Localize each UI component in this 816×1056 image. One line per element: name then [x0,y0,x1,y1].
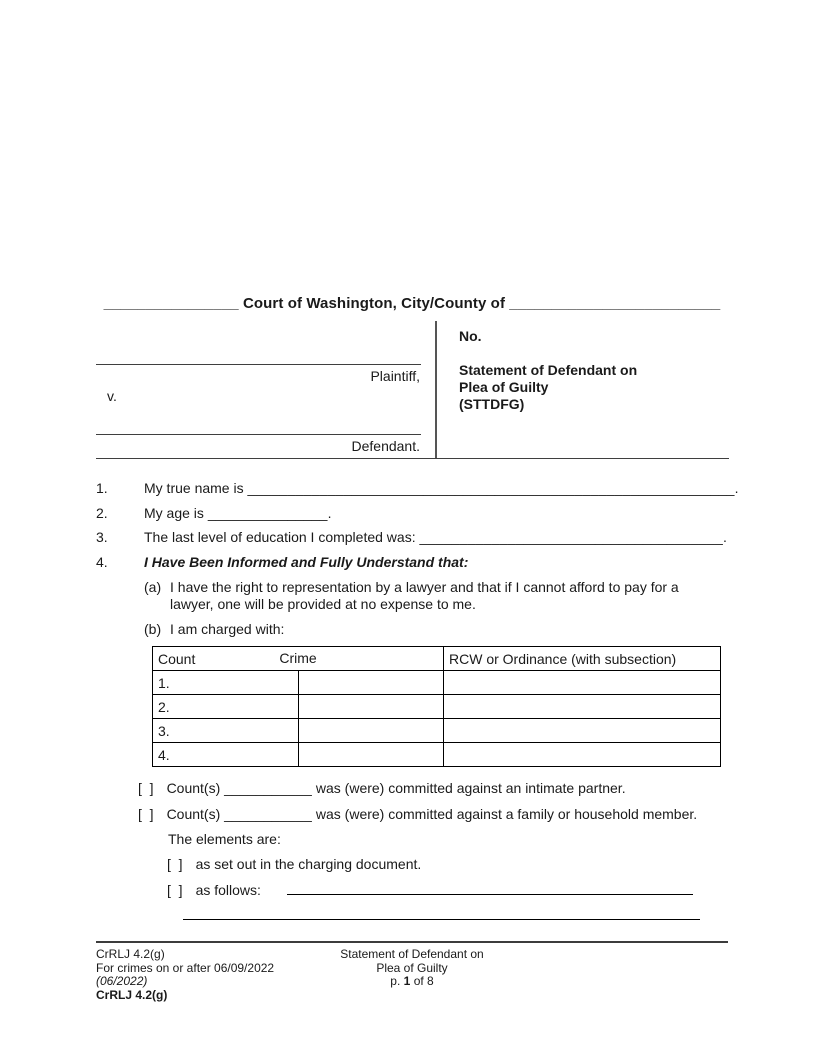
plaintiff-label: Plaintiff, [370,368,420,384]
subitem-lawyer-right [144,579,724,613]
charges-row-3 [153,719,721,743]
continuation-blank-line[interactable] [183,919,700,920]
row-number: 2. [153,695,299,719]
intimate-partner-row [138,780,626,796]
item-number: 1. [96,480,108,496]
item-suffix: . [722,529,727,545]
count-crime-header-cell [153,647,444,671]
subitem-charged-with [144,621,724,638]
caption-bottom-rule [96,458,729,459]
footer-document-title [96,948,728,989]
statement-text: as set out in the charging document. [195,856,422,872]
plaintiff-name-line[interactable] [96,364,421,365]
family-member-checkbox[interactable]: [ ] [138,806,154,822]
document-title-line-3: (STTDFG) [459,396,525,412]
charging-document-checkbox[interactable]: [ ] [167,856,183,872]
count-header-label: Count [158,650,196,667]
footer-title-line-1: Statement of Defendant on [340,947,484,961]
age-blank[interactable]: _______________ [207,505,328,521]
footer-revision-date: (06/2022) [96,974,148,988]
crime-cell[interactable] [298,695,444,719]
item-age [96,505,736,521]
footer-page-number: p. 1 of 8 [390,974,434,988]
item-informed-heading [96,554,736,570]
true-name-blank[interactable]: _____________________________________________________________ [247,480,735,496]
item-suffix: . [327,505,332,521]
subitem-text: I am charged with: [170,621,285,637]
intimate-partner-checkbox[interactable]: [ ] [138,780,154,796]
defendant-label: Defendant. [351,438,420,454]
rcw-cell[interactable] [444,695,721,719]
crime-cell[interactable] [298,743,444,767]
rcw-header-label: RCW or Ordinance (with subsection) [444,647,721,671]
statement-text: Count(s) [166,780,221,796]
family-member-row [138,806,697,822]
footer-rule-number: CrRLJ 4.2(g) [96,947,165,961]
family-counts-blank[interactable]: ___________ [224,806,312,822]
charges-table [152,646,721,767]
row-number: 4. [153,743,299,767]
crime-header-label: Crime [279,650,317,666]
charges-row-2 [153,695,721,719]
versus-label: v. [107,388,117,404]
footer-rule [96,941,728,943]
item-text: The last level of education I completed was: [144,529,416,545]
as-follows-row [167,881,693,898]
as-follows-blank[interactable] [287,881,693,895]
subitem-label: (b) [144,621,162,637]
item-number: 2. [96,505,108,521]
charges-row-4 [153,743,721,767]
caption-divider [435,321,437,459]
crime-cell[interactable] [298,719,444,743]
charges-table-header-row [153,647,721,671]
item-text: My age is [144,505,204,521]
defendant-name-line[interactable] [96,434,421,435]
row-number: 1. [153,671,299,695]
charges-row-1 [153,671,721,695]
footer-rule-number-bold: CrRLJ 4.2(g) [96,987,168,1002]
item-suffix: . [734,480,739,496]
subitem-text: I have the right to representation by a lawyer and that if I cannot afford to pay for a lawyer, one will be provided at no expense to me. [170,579,679,612]
elements-label: The elements are: [168,831,281,847]
intimate-counts-blank[interactable]: ___________ [224,780,312,796]
footer-crimes-date: For crimes on or after 06/09/2022 [96,960,275,975]
footer-title-line-2: Plea of Guilty [376,960,448,975]
item-true-name [96,480,739,496]
statement-text: was (were) committed against an intimate partner. [315,780,626,796]
as-follows-checkbox[interactable]: [ ] [167,882,183,898]
item-number: 3. [96,529,108,545]
statement-text: Count(s) [166,806,221,822]
subitem-label: (a) [144,579,162,595]
statement-text: was (were) committed against a family or household member. [315,806,698,822]
document-title-line-2: Plea of Guilty [459,379,549,395]
crime-cell[interactable] [298,671,444,695]
item-number: 4. [96,554,108,570]
education-blank[interactable]: ______________________________________ [419,529,723,545]
court-header-title: ________________ Court of Washington, City/County of _________________________ [103,295,721,312]
rcw-cell[interactable] [444,743,721,767]
document-title [459,362,709,413]
charging-document-row [167,856,421,872]
rcw-cell[interactable] [444,719,721,743]
document-title-line-1: Statement of Defendant on [459,362,638,378]
row-number: 3. [153,719,299,743]
rcw-cell[interactable] [444,671,721,695]
statement-text: as follows: [195,882,261,898]
item-text: My true name is [144,480,244,496]
informed-heading-text: I Have Been Informed and Fully Understand that: [144,554,469,570]
item-education [96,529,736,545]
case-number-label: No. [459,328,482,344]
